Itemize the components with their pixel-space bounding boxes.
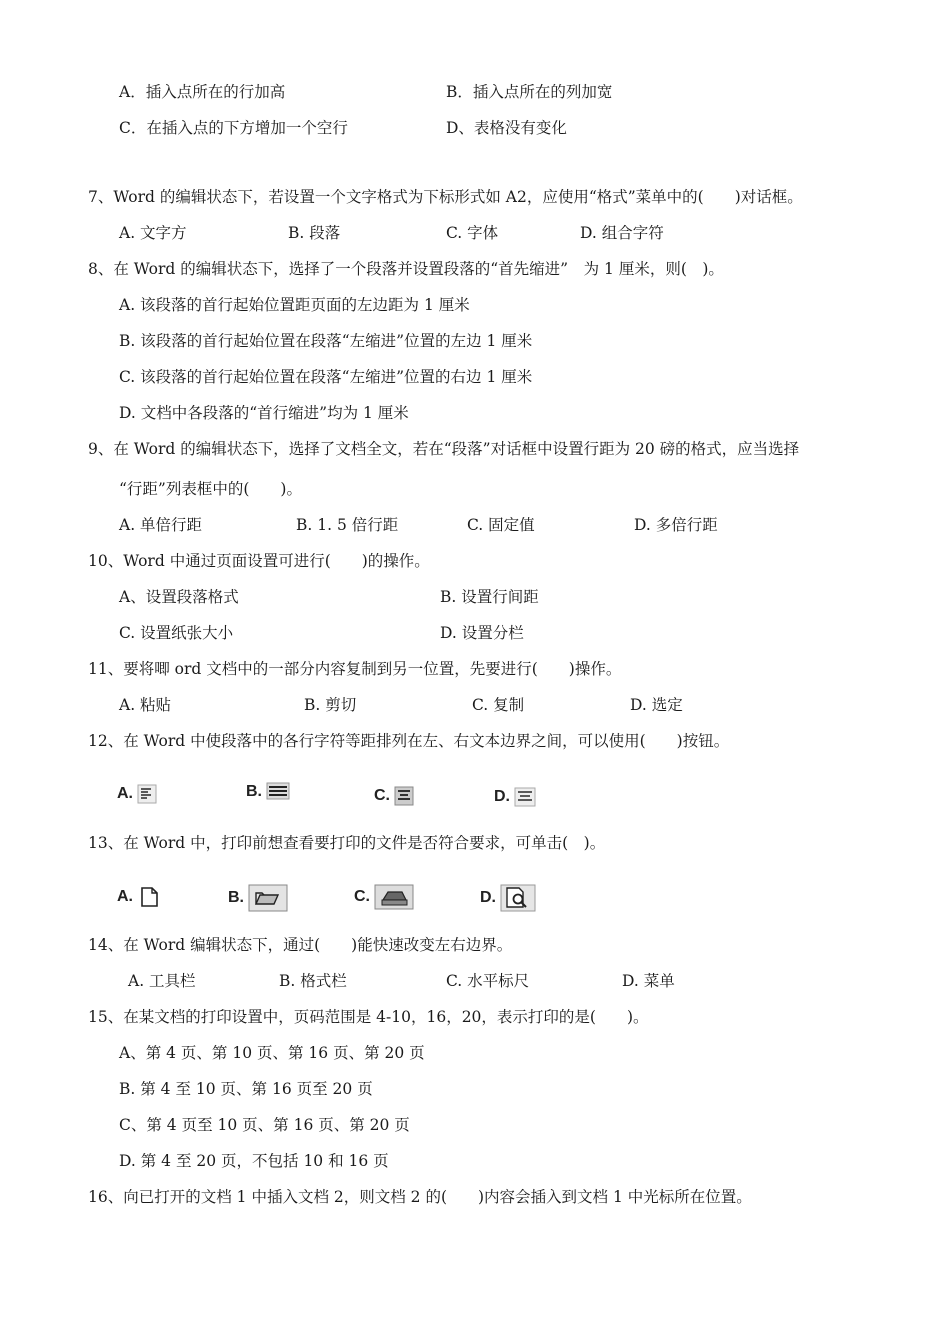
q12-option-b-label: B.: [246, 783, 262, 800]
q6-option-a: A．插入点所在的行加高: [119, 83, 286, 101]
q15-option-b: B. 第 4 至 10 页、第 16 页至 20 页: [119, 1080, 373, 1098]
q14-option-d: D. 菜单: [622, 972, 675, 990]
q9-option-a: A. 单倍行距: [119, 516, 203, 534]
q14-option-a: A. 工具栏: [128, 972, 196, 990]
q9-option-c: C. 固定值: [467, 516, 535, 534]
q13-option-b-label: B.: [228, 889, 244, 906]
q9-stem-line1: 9、在 Word 的编辑状态下，选择了文档全文，若在“段落”对话框中设置行距为 20 磅的格式，应当选择: [88, 440, 800, 458]
distributed-align-icon: [514, 787, 536, 807]
justify-icon: [266, 782, 290, 802]
q12-option-c: [374, 786, 414, 806]
q12-option-d-label: D.: [494, 788, 510, 805]
q10-option-c: C. 设置纸张大小: [119, 624, 234, 642]
q12-option-d: [494, 787, 536, 807]
q14-option-b: B. 格式栏: [279, 972, 347, 990]
q8-option-a: A. 该段落的首行起始位置距页面的左边距为 1 厘米: [119, 296, 470, 314]
align-center-icon: [394, 786, 414, 806]
q6-option-d: D、表格没有变化: [446, 119, 567, 137]
q8-option-d: D. 文档中各段落的“首行缩进”均为 1 厘米: [119, 404, 409, 422]
q7-option-c: C. 字体: [446, 224, 499, 242]
q10-stem: 10、Word 中通过页面设置可进行( )的操作。: [88, 552, 430, 570]
q11-option-c: C. 复制: [472, 696, 525, 714]
q15-stem: 15、在某文档的打印设置中，页码范围是 4-10，16，20，表示打印的是( )。: [88, 1008, 649, 1026]
q13-option-a-label: A.: [117, 888, 133, 905]
q15-option-a: A、第 4 页、第 10 页、第 16 页、第 20 页: [119, 1044, 425, 1062]
q8-option-c: C. 该段落的首行起始位置在段落“左缩进”位置的右边 1 厘米: [119, 368, 533, 386]
print-preview-icon: [500, 884, 536, 912]
q14-option-c: C. 水平标尺: [446, 972, 530, 990]
q7-stem: 7、Word 的编辑状态下，若设置一个文字格式为下标形式如 A2，应使用“格式”菜单中的( )对话框。: [88, 188, 803, 206]
q9-option-d: D. 多倍行距: [634, 516, 718, 534]
q9-option-b: B. 1. 5 倍行距: [296, 516, 399, 534]
q12-option-c-label: C.: [374, 787, 390, 804]
q13-option-d: [480, 884, 536, 912]
q10-option-d: D. 设置分栏: [440, 624, 524, 642]
q7-option-d: D. 组合字符: [580, 224, 664, 242]
q15-option-d: D. 第 4 至 20 页，不包括 10 和 16 页: [119, 1152, 389, 1170]
q7-option-a: A. 文字方: [119, 224, 187, 242]
q12-stem: 12、在 Word 中使段落中的各行字符等距排列在左、右文本边界之间，可以使用( )按钮。: [88, 732, 730, 750]
q13-stem: 13、在 Word 中，打印前想查看要打印的文件是否符合要求，可单击( )。: [88, 834, 606, 852]
q8-stem: 8、在 Word 的编辑状态下，选择了一个段落并设置段落的“首先缩进” 为 1 厘米，则( )。: [88, 260, 724, 278]
q10-option-b: B. 设置行间距: [440, 588, 539, 606]
q12-option-a: [117, 784, 157, 804]
q13-option-d-label: D.: [480, 889, 496, 906]
q12-option-a-label: A.: [117, 785, 133, 802]
printer-icon: [374, 884, 414, 910]
q13-option-a: [117, 885, 161, 909]
q15-option-c: C、第 4 页至 10 页、第 16 页、第 20 页: [119, 1116, 410, 1134]
q9-stem-line2: “行距”列表框中的( )。: [119, 480, 302, 498]
align-left-icon: [137, 784, 157, 804]
q10-option-a: A、设置段落格式: [119, 588, 239, 606]
new-document-icon: [137, 885, 161, 909]
q6-option-b: B．插入点所在的列加宽: [446, 83, 613, 101]
q13-option-b: [228, 884, 288, 912]
q11-stem: 11、要将唧 ord 文档中的一部分内容复制到另一位置，先要进行( )操作。: [88, 660, 622, 678]
q13-option-c-label: C.: [354, 888, 370, 905]
q7-option-b: B. 段落: [288, 224, 341, 242]
q8-option-b: B. 该段落的首行起始位置在段落“左缩进”位置的左边 1 厘米: [119, 332, 533, 350]
open-folder-icon: [248, 884, 288, 912]
q11-option-b: B. 剪切: [304, 696, 357, 714]
q14-stem: 14、在 Word 编辑状态下，通过( )能快速改变左右边界。: [88, 936, 513, 954]
q11-option-d: D. 选定: [630, 696, 683, 714]
q13-option-c: [354, 884, 414, 910]
q11-option-a: A. 粘贴: [119, 696, 172, 714]
q16-stem: 16、向已打开的文档 1 中插入文档 2，则文档 2 的( )内容会插入到文档 1 中光标所在位置。: [88, 1188, 752, 1206]
q6-option-c: C．在插入点的下方增加一个空行: [119, 119, 348, 137]
q12-option-b: [246, 782, 290, 802]
